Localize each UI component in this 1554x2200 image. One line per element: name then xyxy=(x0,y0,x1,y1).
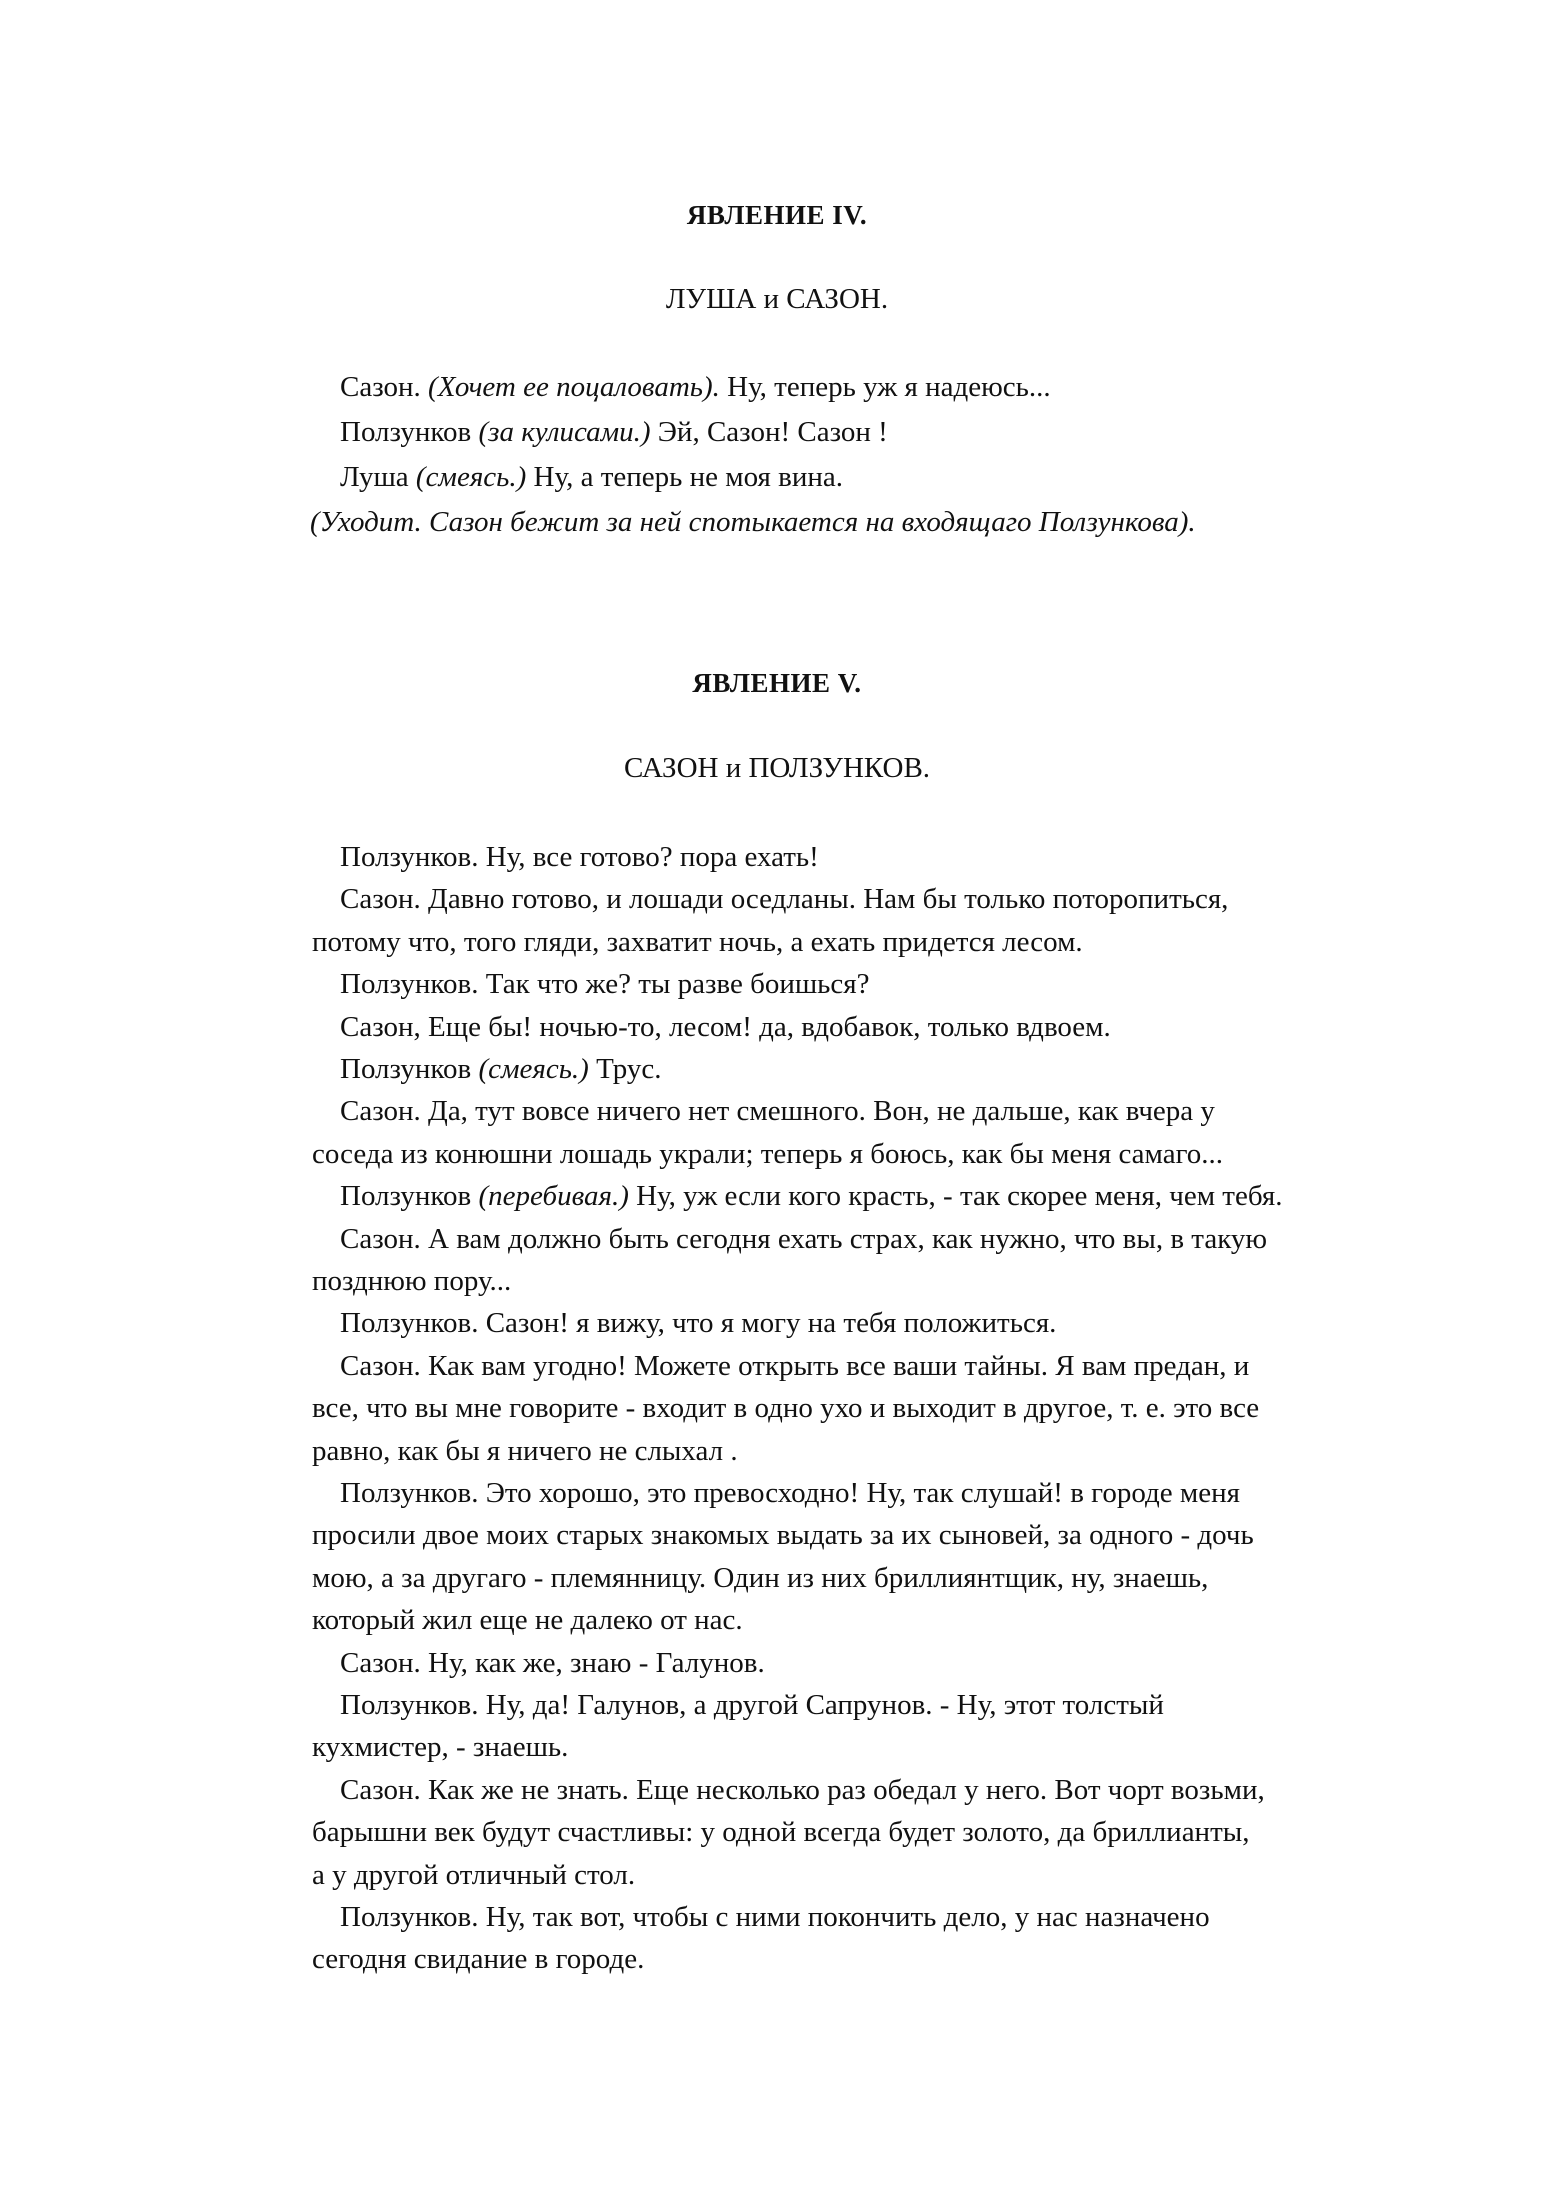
dialogue-line xyxy=(340,373,1051,402)
dialogue-continuation: просили двое моих старых знакомых выдать за их сыновей, за одного - дочь xyxy=(312,1519,1254,1552)
dialogue-text: Трус. xyxy=(596,1053,662,1085)
scene-4-cast: ЛУША и САЗОН. xyxy=(665,283,889,315)
dialogue-text: Ну, как же, знаю - Галунов. xyxy=(428,1646,765,1679)
stage-direction-line: (Уходит. Сазон бежит за ней спотыкается на входящаго Ползункова). xyxy=(310,506,1196,538)
speaker: Сазон. xyxy=(340,1646,421,1679)
dialogue-line xyxy=(340,1903,1210,1932)
dialogue-text: Ну, да! Галунов, а другой Сапрунов. - Ну, этот толстый xyxy=(485,1689,1164,1721)
dialogue-text: Сазон! я вижу, что я могу на тебя положиться. xyxy=(485,1307,1057,1340)
stage-direction: (смеясь.) xyxy=(478,1053,589,1085)
scene-4-heading: ЯВЛЕНИЕ IV. xyxy=(686,200,868,230)
dialogue-text: Давно готово, и лошади оседланы. Нам бы только поторопиться, xyxy=(428,883,1229,916)
dialogue-text: Как вам угодно! Можете открыть все ваши тайны. Я вам предан, и xyxy=(428,1349,1250,1382)
speaker: Сазон. xyxy=(340,371,421,403)
dialogue-continuation: потому что, того гляди, захватит ночь, а ехать придется лесом. xyxy=(312,925,1083,958)
speaker: Ползунков. xyxy=(340,1307,479,1340)
dialogue-line xyxy=(340,1479,1240,1508)
stage-direction: (Хочет ее поцаловать). xyxy=(428,371,720,403)
dialogue-continuation: соседа из конюшни лошадь украли; теперь я боюсь, как бы меня самаго... xyxy=(312,1137,1223,1170)
stage-direction: (смеясь.) xyxy=(415,461,527,493)
speaker: Сазон. xyxy=(340,1773,421,1806)
dialogue-text: Это хорошо, это превосходно! Ну, так слушай! в городе меня xyxy=(485,1477,1240,1509)
dialogue-continuation: кухмистер, - знаешь. xyxy=(312,1731,569,1764)
dialogue-line xyxy=(340,885,1228,914)
speaker: Ползунков. xyxy=(340,1477,479,1509)
scene-5-heading: ЯВЛЕНИЕ V. xyxy=(692,668,862,698)
dialogue-continuation: равно, как бы я ничего не слыхал . xyxy=(312,1434,738,1467)
dialogue-text: Ну, так вот, чтобы с ними покончить дело, у нас назначено xyxy=(485,1901,1210,1933)
speaker: Ползунков xyxy=(340,1053,472,1085)
dialogue-text: А вам должно быть сегодня ехать страх, как нужно, что вы, в такую xyxy=(428,1222,1268,1255)
speaker: Ползунков xyxy=(340,1180,472,1213)
dialogue-line xyxy=(340,1646,765,1679)
dialogue-text: Да, тут вовсе ничего нет смешного. Вон, не дальше, как вчера у xyxy=(428,1095,1215,1128)
dialogue-line xyxy=(340,463,843,492)
dialogue-text: Ну, теперь уж я надеюсь... xyxy=(727,371,1051,403)
dialogue-line xyxy=(340,1773,1265,1806)
dialogue-line xyxy=(340,1010,1111,1043)
speaker: Ползунков xyxy=(340,416,472,448)
dialogue-continuation: позднюю пору... xyxy=(312,1265,512,1297)
dialogue-text: Ну, уж если кого красть, - так скорее меня, чем тебя. xyxy=(636,1180,1283,1213)
dialogue-line xyxy=(340,1222,1268,1255)
speaker: Сазон. xyxy=(340,1349,421,1382)
dialogue-text: Как же не знать. Еще несколько раз обедал у него. Вот чорт возьми, xyxy=(428,1773,1265,1806)
dialogue-continuation: который жил еще не далеко от нас. xyxy=(312,1604,743,1637)
dialogue-line xyxy=(340,1055,661,1084)
speaker: Ползунков. xyxy=(340,841,479,873)
dialogue-text: Еще бы! ночью-то, лесом! да, вдобавок, только вдвоем. xyxy=(428,1010,1111,1043)
speaker: Ползунков. xyxy=(340,1689,479,1721)
dialogue-continuation: все, что вы мне говорите - входит в одно ухо и выходит в другое, т. е. это все xyxy=(312,1392,1260,1425)
speaker: Сазон, xyxy=(340,1010,421,1043)
dialogue-continuation: а у другой отличный стол. xyxy=(312,1858,636,1891)
dialogue-text: Эй, Сазон! Сазон ! xyxy=(657,416,888,448)
dialogue-continuation: барышни век будут счастливы: у одной всегда будет золото, да бриллианты, xyxy=(312,1816,1250,1849)
scene-5-cast: САЗОН и ПОЛЗУНКОВ. xyxy=(623,752,931,784)
dialogue-line xyxy=(340,843,819,872)
speaker: Сазон. xyxy=(340,1095,421,1128)
speaker: Ползунков. xyxy=(340,968,479,1001)
dialogue-line xyxy=(340,1349,1250,1382)
dialogue-line xyxy=(340,1309,1056,1338)
dialogue-continuation: сегодня свидание в городе. xyxy=(312,1943,645,1976)
speaker: Сазон. xyxy=(340,1222,421,1255)
stage-direction: (за кулисами.) xyxy=(478,416,651,448)
stage-direction: (перебивая.) xyxy=(478,1180,629,1213)
dialogue-line xyxy=(340,1691,1164,1720)
dialogue-line xyxy=(340,1182,1282,1211)
dialogue-continuation: мою, а за другаго - племянницу. Один из них бриллиянтщик, ну, знаешь, xyxy=(312,1561,1209,1594)
speaker: Сазон. xyxy=(340,883,421,916)
dialogue-text: Так что же? ты разве боишься? xyxy=(485,968,870,1001)
speaker: Ползунков. xyxy=(340,1901,479,1933)
dialogue-line xyxy=(340,1097,1215,1126)
dialogue-text: Ну, все готово? пора ехать! xyxy=(485,841,819,873)
dialogue-line xyxy=(340,970,870,999)
dialogue-text: Ну, а теперь не моя вина. xyxy=(533,461,843,493)
dialogue-line xyxy=(340,418,888,447)
speaker: Луша xyxy=(340,461,409,493)
